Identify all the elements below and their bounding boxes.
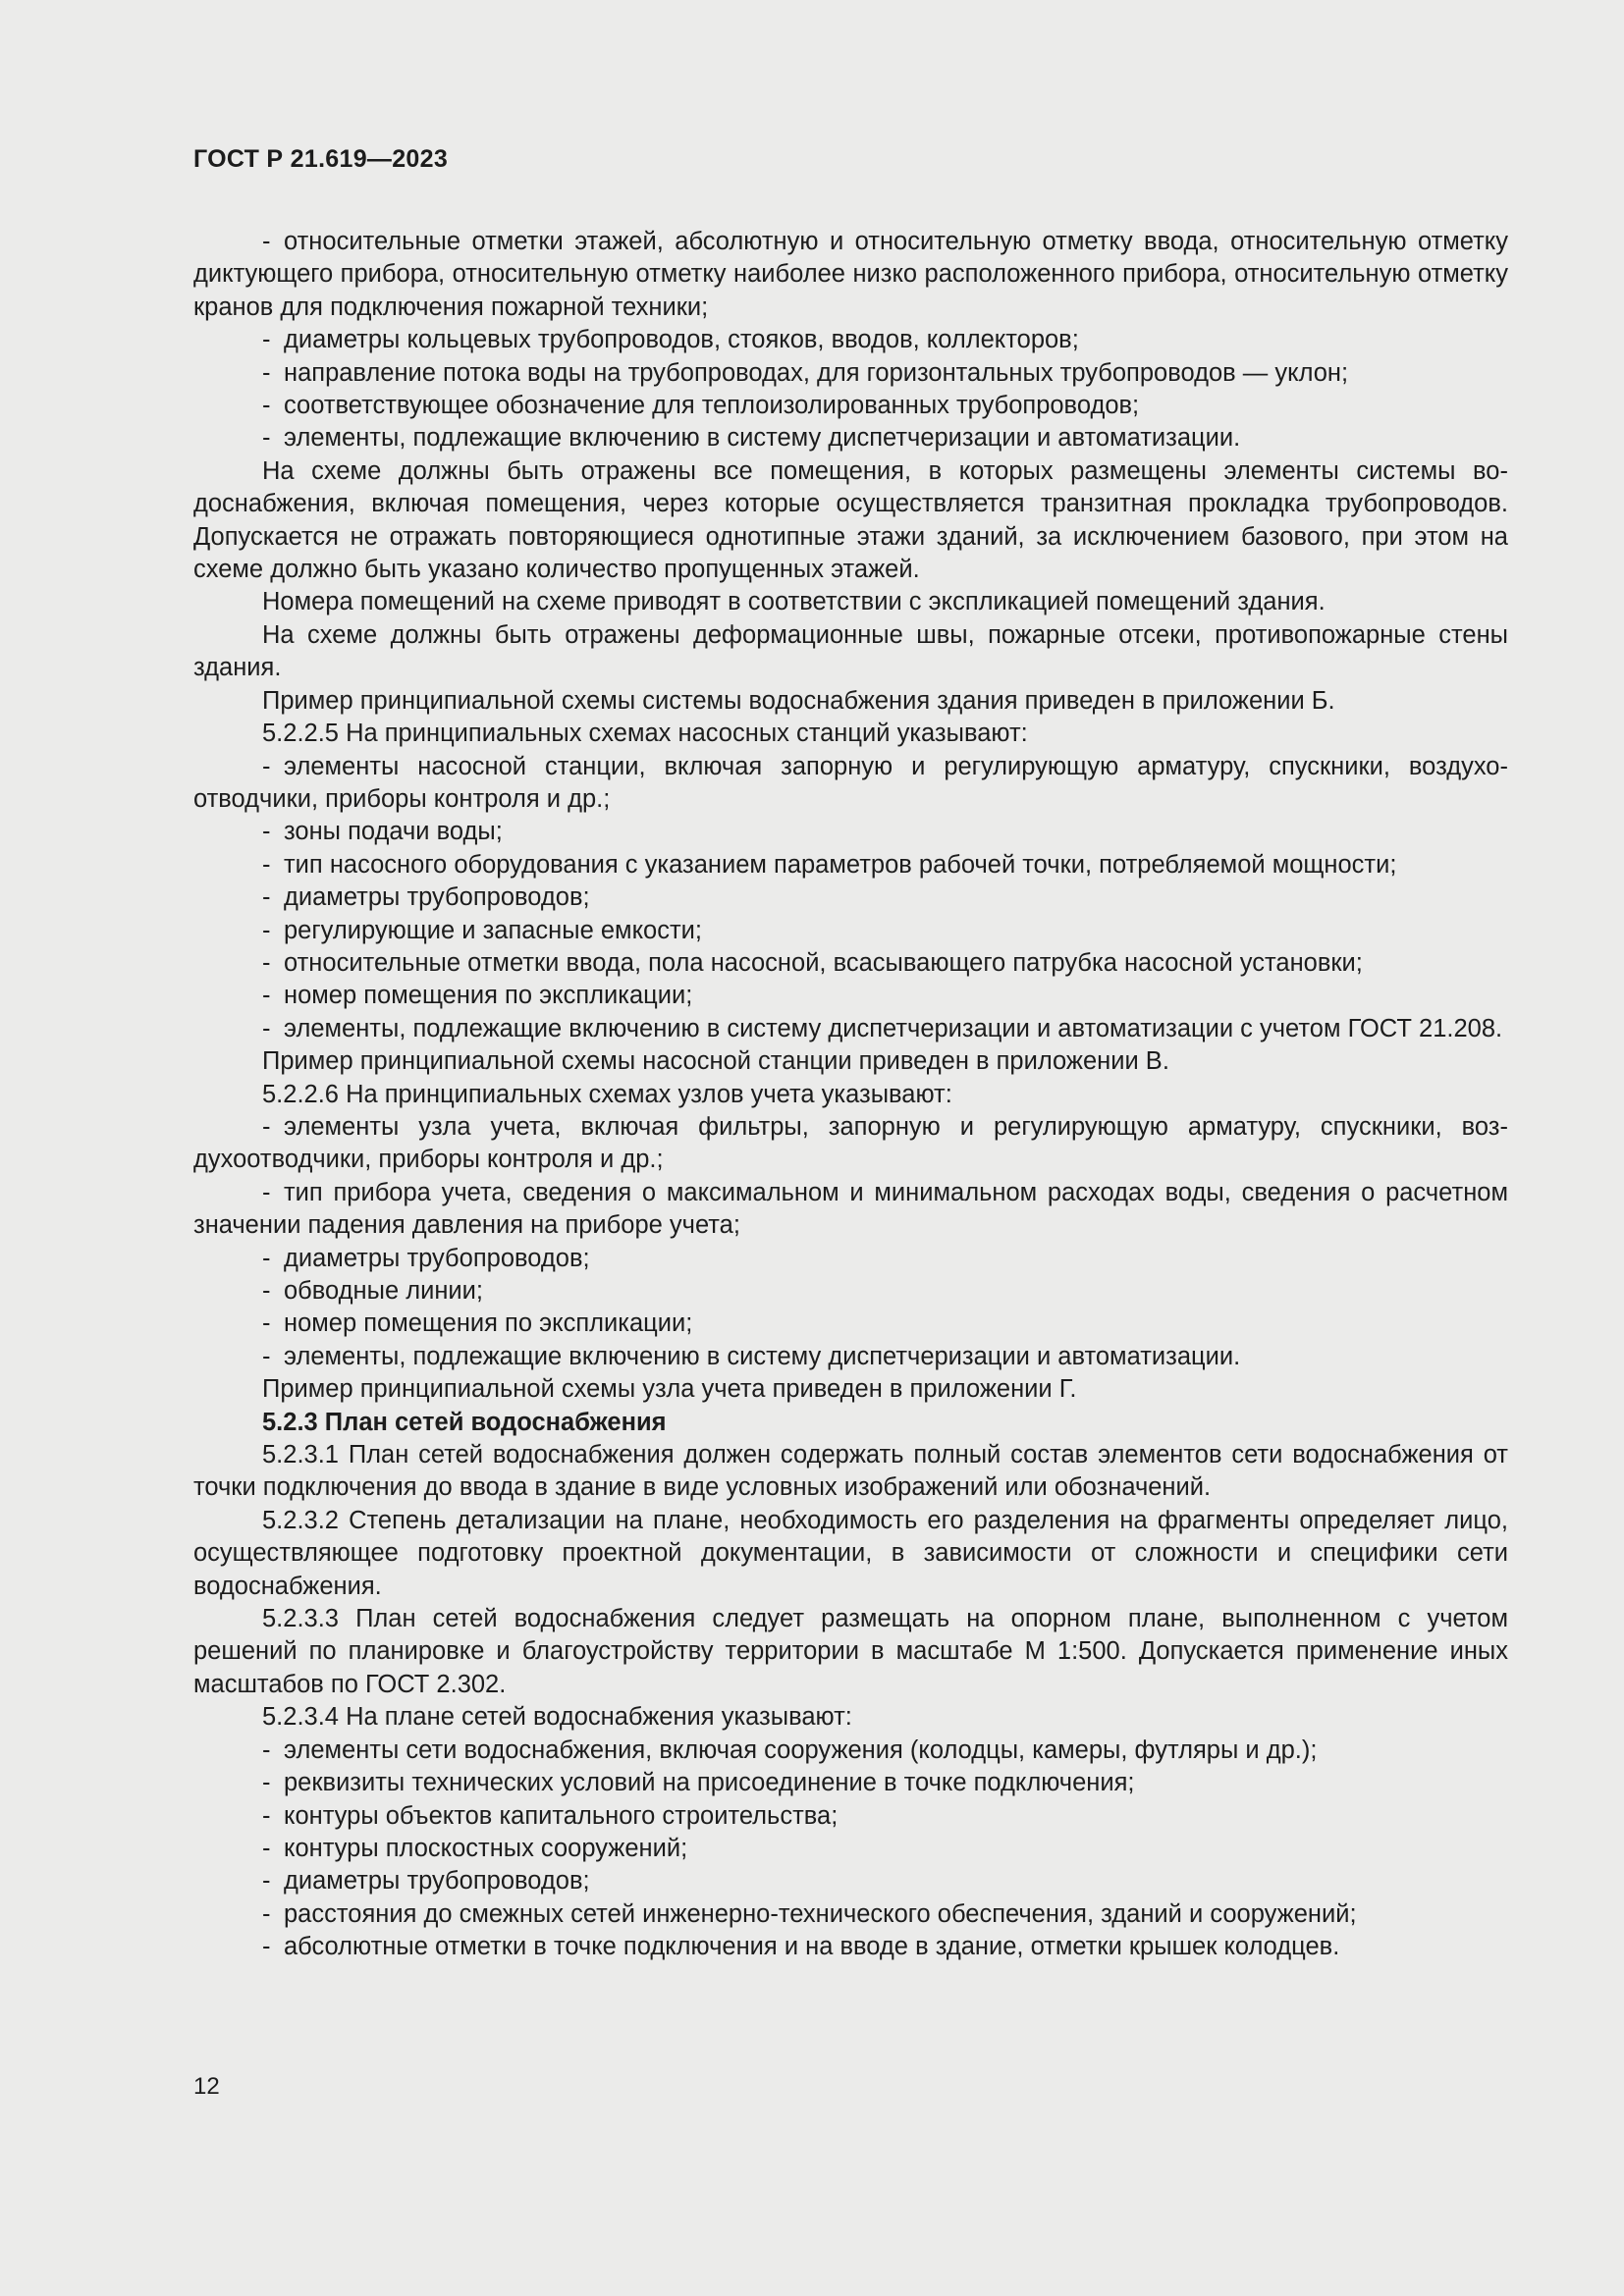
list-item-text: зоны подачи воды;	[284, 818, 503, 846]
list-dash: -	[262, 1244, 271, 1272]
list-item	[193, 1341, 1508, 1373]
list-item	[193, 1931, 1508, 1963]
list-item-text: тип насосного оборудования с указанием параметров рабочей точки, потребляемой мощности;	[284, 850, 1397, 879]
list-item	[193, 980, 1508, 1012]
list-dash: -	[262, 982, 271, 1010]
list-dash: -	[262, 1014, 271, 1042]
list-item	[193, 915, 1508, 947]
paragraph: Номера помещений на схеме приводят в соответствии с экспликацией помещений здания.	[262, 588, 1326, 616]
list-item	[193, 849, 1508, 881]
list-item	[193, 881, 1508, 914]
paragraph: На схеме должны быть отражены все помещения, в которых размещены элементы системы водоснабжения, включая помещения, через которые осуществляется транзитная прокладка трубопроводов. Допускается не отражать повторяющиеся однотипные этажи зданий, за исключением базового, при этом на схеме должно быть указано количество пропущенных этажей.	[193, 456, 1508, 584]
list-item-text: элементы узла учета, включая фильтры, запорную и регулирующую арматуру, спускники, воздухоотводчики, приборы контроля и др.;	[193, 1112, 1508, 1174]
list-dash: -	[262, 883, 271, 912]
list-item-text: направление потока воды на трубопроводах, для горизонтальных трубопроводов — уклон;	[284, 358, 1349, 387]
list-item	[193, 1833, 1508, 1865]
list-item	[193, 226, 1508, 324]
list-item-text: контуры плоскостных сооружений;	[284, 1834, 688, 1862]
list-item-text: элементы, подлежащие включению в систему диспетчеризации и автоматизации.	[284, 424, 1241, 453]
document-code-header: ГОСТ Р 21.619—2023	[193, 145, 449, 173]
list-item	[193, 1800, 1508, 1833]
list-dash: -	[262, 1769, 271, 1797]
list-item	[193, 1308, 1508, 1340]
list-dash: -	[262, 1899, 271, 1928]
paragraph: На схеме должны быть отражены деформационные швы, пожарные отсеки, противопожарные стены здания.	[193, 620, 1508, 682]
list-item	[193, 390, 1508, 422]
paragraph: 5.2.2.6 На принципиальных схемах узлов учета указывают:	[262, 1080, 952, 1108]
list-item	[193, 751, 1508, 817]
list-item	[193, 1865, 1508, 1897]
list-dash: -	[262, 850, 271, 879]
page-number: 12	[193, 2073, 220, 2100]
list-item	[193, 324, 1508, 356]
list-item-text: номер помещения по экспликации;	[284, 1309, 693, 1338]
list-dash: -	[262, 1735, 271, 1764]
paragraph: Пример принципиальной схемы системы водоснабжения здания приведен в приложении Б.	[262, 686, 1335, 715]
list-item-text: элементы сети водоснабжения, включая сооружения (колодцы, камеры, футляры и др.);	[284, 1735, 1318, 1764]
list-dash: -	[262, 326, 271, 354]
list-dash: -	[262, 228, 271, 255]
paragraph: 5.2.3.1 План сетей водоснабжения должен содержать полный состав элементов сети водоснабжения от точки подключения до ввода в здание в виде условных изображений или обозначений.	[193, 1441, 1508, 1502]
paragraph: Пример принципиальной схемы насосной станции приведен в приложении В.	[262, 1047, 1169, 1076]
list-dash: -	[262, 1933, 271, 1961]
list-dash: -	[262, 1112, 271, 1141]
list-item	[193, 1013, 1508, 1045]
paragraph: 5.2.3.4 На плане сетей водоснабжения указывают:	[262, 1703, 852, 1732]
paragraph: Пример принципиальной схемы узла учета приведен в приложении Г.	[262, 1375, 1077, 1404]
list-item-text: расстояния до смежных сетей инженерно-технического обеспечения, зданий и сооружений;	[284, 1899, 1357, 1928]
paragraph: 5.2.3.2 Степень детализации на плане, необходимость его разделения на фрагменты определяет лицо, осуществляющее подготовку проектной документации, в зависимости от сложности и специфики сети водоснабжения.	[193, 1506, 1508, 1600]
list-item-text: элементы насосной станции, включая запорную и регулирующую арматуру, спускники, воздухоотводчики, приборы контроля и др.;	[193, 752, 1508, 813]
list-item	[193, 1177, 1508, 1243]
list-item	[193, 816, 1508, 848]
paragraph: 5.2.3.3 План сетей водоснабжения следует размещать на опорном плане, выполненном с учетом решений по планировке и благоустройству территории в масштабе М 1:500. Допускается применение иных масштабов по ГОСТ 2.302.	[193, 1605, 1508, 1698]
paragraph: 5.2.2.5 На принципиальных схемах насосных станций указывают:	[262, 720, 1028, 748]
list-item	[193, 422, 1508, 454]
list-dash: -	[262, 358, 271, 387]
list-dash: -	[262, 818, 271, 846]
list-item	[193, 1243, 1508, 1275]
list-item-text: номер помещения по экспликации;	[284, 982, 693, 1010]
list-item-text: абсолютные отметки в точке подключения и на вводе в здание, отметки крышек колодцев.	[284, 1933, 1340, 1961]
list-item	[193, 1735, 1508, 1767]
section-heading: 5.2.3 План сетей водоснабжения	[262, 1408, 667, 1436]
list-item-text: диаметры трубопроводов;	[284, 1244, 590, 1272]
list-dash: -	[262, 1834, 271, 1862]
list-item	[193, 1111, 1508, 1177]
list-dash: -	[262, 1801, 271, 1830]
list-item-text: диаметры трубопроводов;	[284, 1867, 590, 1896]
list-item-text: соответствующее обозначение для теплоизолированных трубопроводов;	[284, 392, 1140, 420]
list-item	[193, 1898, 1508, 1931]
list-dash: -	[262, 1342, 271, 1370]
list-dash: -	[262, 1867, 271, 1896]
document-body	[193, 226, 1508, 1964]
list-item-text: диаметры кольцевых трубопроводов, стояков, вводов, коллекторов;	[284, 326, 1079, 354]
list-dash: -	[262, 392, 271, 420]
list-item-text: регулирующие и запасные емкости;	[284, 916, 702, 944]
list-dash: -	[262, 1277, 271, 1305]
list-dash: -	[262, 752, 271, 780]
list-item-text: относительные отметки ввода, пола насосной, всасывающего патрубка насосной установки;	[284, 948, 1363, 977]
list-dash: -	[262, 1309, 271, 1338]
list-item-text: контуры объектов капитального строительства;	[284, 1801, 839, 1830]
list-item	[193, 357, 1508, 390]
list-item-text: относительные отметки этажей, абсолютную и относительную отметку ввода, относительную отметку диктующего прибора, относительную отметку наиболее низко расположенного прибора, относительную отметку кранов для подключения пожарной техники;	[193, 228, 1508, 321]
list-item-text: тип прибора учета, сведения о максимальном и минимальном расходах воды, сведения о расчетном значении падения давления на приборе учета;	[193, 1178, 1508, 1240]
list-item	[193, 1767, 1508, 1799]
list-item-text: элементы, подлежащие включению в систему диспетчеризации и автоматизации с учетом ГОСТ 21.208.	[284, 1014, 1503, 1042]
list-item-text: реквизиты технических условий на присоединение в точке подключения;	[284, 1769, 1135, 1797]
list-dash: -	[262, 916, 271, 944]
list-item-text: элементы, подлежащие включению в систему диспетчеризации и автоматизации.	[284, 1342, 1241, 1370]
list-item	[193, 947, 1508, 980]
list-item-text: обводные линии;	[284, 1277, 484, 1305]
list-item-text: диаметры трубопроводов;	[284, 883, 590, 912]
list-dash: -	[262, 1178, 271, 1206]
list-dash: -	[262, 424, 271, 453]
list-item	[193, 1275, 1508, 1308]
list-dash: -	[262, 948, 271, 977]
